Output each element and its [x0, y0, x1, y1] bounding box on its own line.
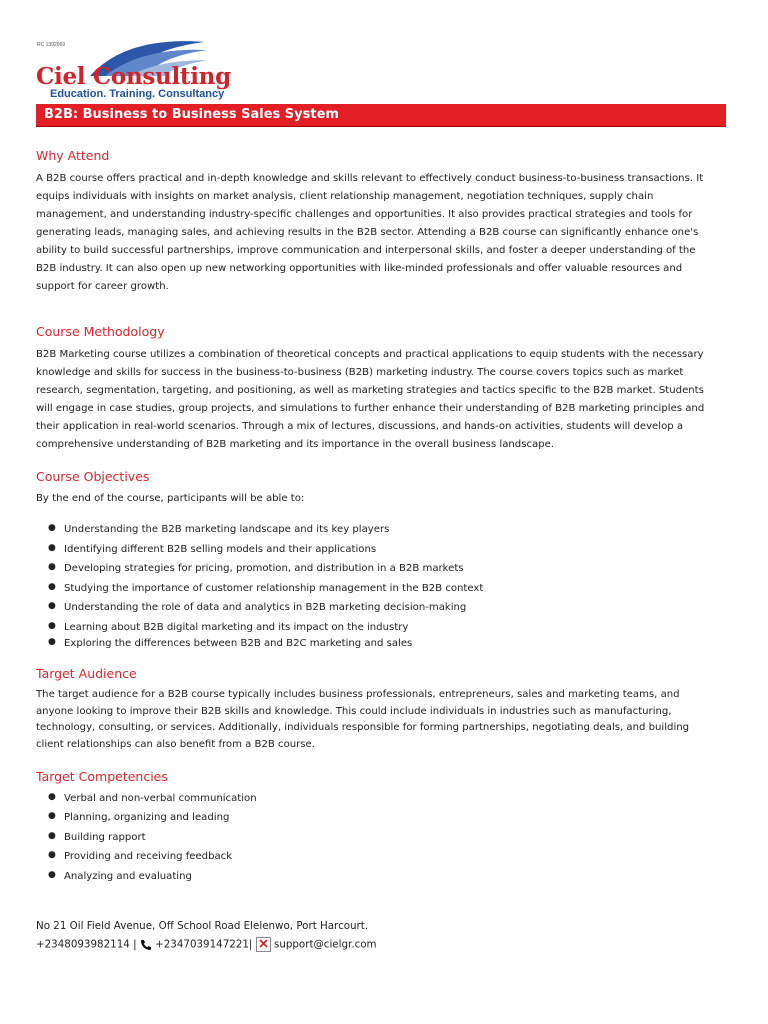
email-icon [256, 937, 271, 952]
phone-number-2: +2347039147221| [155, 938, 253, 951]
text-line: research, segmentation, targeting, and positioning, as well as marketing strategies and tactics specific to the B2B market. Students [36, 385, 704, 396]
text-line: knowledge and skills for success in the business-to-business (B2B) marketing industry. The course covers topics such as market [36, 367, 684, 378]
text-line: support for career growth. [36, 281, 169, 292]
text-line: generating leads, managing sales, and achieving results in the B2B sector. Attending a B2B course can significantly enhance one's [36, 227, 699, 238]
bullet-icon: ● [48, 601, 56, 611]
text-line: anyone looking to improve their B2B skills and knowledge. This could include individuals in industries such as manufacturing, [36, 705, 672, 717]
bullet-icon: ● [48, 850, 56, 860]
email-link[interactable]: support@cielgr.com [273, 938, 377, 951]
bullet-icon: ● [48, 523, 56, 533]
text-line: technology, consulting, or services. Additionally, individuals responsible for forming partnerships, negotiating deals, and building [36, 722, 690, 733]
course-title: B2B: Business to Business Sales System [44, 107, 339, 122]
audience-paragraph [36, 687, 726, 753]
objectives-heading: Course Objectives [36, 469, 150, 484]
text-line: client relationships can also benefit from a B2B course. [36, 738, 315, 750]
company-tagline: Education. Training. Consultancy [50, 88, 225, 100]
text-line: B2B industry. It can also open up new networking opportunities with like-minded professionals and offer valuable resources and [36, 263, 683, 274]
text-line: B2B Marketing course utilizes a combination of theoretical concepts and practical applications to equip students with the necessary [36, 349, 704, 360]
bullet-icon: ● [48, 870, 56, 880]
document-page: RC 1392069 Ciel Consulting Education. Training. Consultancy B2B: Business to Business Sales System Why Attend A B2B course offers practical and in-depth knowledge and skills relevant to effectively conduct business-to-business transactions. It equips individuals with insights on market analysis, client relationship management, negotiation techniques, supply chain management, and understanding industry-specific challenges and opportunities. It also provides practical strategies and tools for generating leads, managing sales, and achieving results in the B2B sector. Attending a B2B course can significantly enhance one's ability to build successful partnerships, improve communication and interpersonal skills, and foster a deeper understanding of the B2B industry. It can also open up new networking opportunities with like-minded professionals and offer valuable resources and support for career growth. Course Methodology B2B Marketing course utilizes a combination of theoretical concepts and practical applications to equip students with the necessary knowledge and skills for success in the business-to-business (B2B) marketing industry. The course covers topics such as market research, segmentation, targeting, and positioning, as well as marketing strategies and tactics specific to the B2B market. Students will engage in case studies, group projects, and simulations to further enhance their understanding of B2B marketing principles and their application in real-world scenarios. Through a mix of lectures, discussions, and hands-on activities, students will develop a comprehensive understanding of B2B marketing and its importance in the overall business landscape. Course Objectives By the end of the course, participants will be able to: ● Understanding the B2B marketing landscape and its key players ● Identifying different B2B selling models and their applications ● Developing strategies for pricing, promotion, and distribution in a B2B markets ● Studying the importance of customer relationship management in the B2B context ● Understanding the role of data and analytics in B2B marketing decision-making ● Learning about B2B digital marketing and its impact on the industry ● Exploring the differences between B2B and B2C marketing and sales Target Audience The target audience for a B2B course typically includes business professionals, entrepreneurs, sales and marketing teams, and anyone looking to improve their B2B skills and knowledge. This could include individuals in industries such as manufacturing, technology, consulting, or services. Additionally, individuals responsible for forming partnerships, negotiating deals, and building client relationships can also benefit from a B2B course. Target Competencies ● Verbal and non-verbal communication ● Planning, organizing and leading ● Building rapport ● Providing and receiving feedback ● Analyzing and evaluating No 21 Oil Field Avenue, Off School Road Elelenwo, Port Harcourt. +2348093982114 | +2347039147221| support@cielgr.com [0, 0, 768, 1024]
rc-number: RC 1392069 [37, 42, 66, 48]
text-line: will engage in case studies, group projects, and simulations to further enhance their understanding of B2B marketing principles and [36, 403, 705, 414]
bullet-icon: ● [48, 792, 56, 802]
competencies-heading: Target Competencies [36, 769, 168, 784]
text-line: A B2B course offers practical and in-depth knowledge and skills relevant to effectively conduct business-to-business transactions. It [36, 173, 704, 184]
bullet-icon: ● [48, 811, 56, 821]
footer-address: No 21 Oil Field Avenue, Off School Road Elelenwo, Port Harcourt. [36, 920, 369, 932]
company-name-logo: Ciel Consulting [36, 63, 231, 90]
text-line: their application in real-world scenarios. Through a mix of lectures, discussions, and hands-on activities, students will develop a [36, 421, 684, 432]
bullet-icon: ● [48, 543, 56, 553]
objectives-intro: By the end of the course, participants will be able to: [36, 493, 305, 504]
text-line: The target audience for a B2B course typically includes business professionals, entrepreneurs, sales and marketing teams, and [36, 689, 680, 700]
separator: | [133, 938, 137, 951]
bullet-icon: ● [48, 637, 56, 647]
text-line: ability to build successful partnerships, improve communication and interpersonal skills, and foster a deeper understanding of the [36, 245, 696, 256]
audience-heading: Target Audience [36, 666, 137, 681]
course-title-bar [36, 104, 726, 127]
footer-contacts [36, 937, 377, 952]
bullet-icon: ● [48, 582, 56, 592]
phone-icon [140, 939, 152, 951]
bullet-icon: ● [48, 562, 56, 572]
phone-number-1: +2348093982114 [36, 938, 130, 951]
bullet-icon: ● [48, 831, 56, 841]
text-line: management, and understanding industry-specific challenges and opportunities. It also provides practical strategies and tools for [36, 209, 693, 220]
methodology-heading: Course Methodology [36, 324, 165, 339]
bullet-icon: ● [48, 621, 56, 631]
text-line: equips individuals with insights on market analysis, client relationship management, negotiation techniques, supply chain [36, 191, 654, 202]
methodology-paragraph [36, 346, 726, 454]
why-attend-heading: Why Attend [36, 148, 110, 163]
text-line: comprehensive understanding of B2B marketing and its importance in the overall business landscape. [36, 439, 555, 450]
why-attend-paragraph [36, 170, 726, 296]
